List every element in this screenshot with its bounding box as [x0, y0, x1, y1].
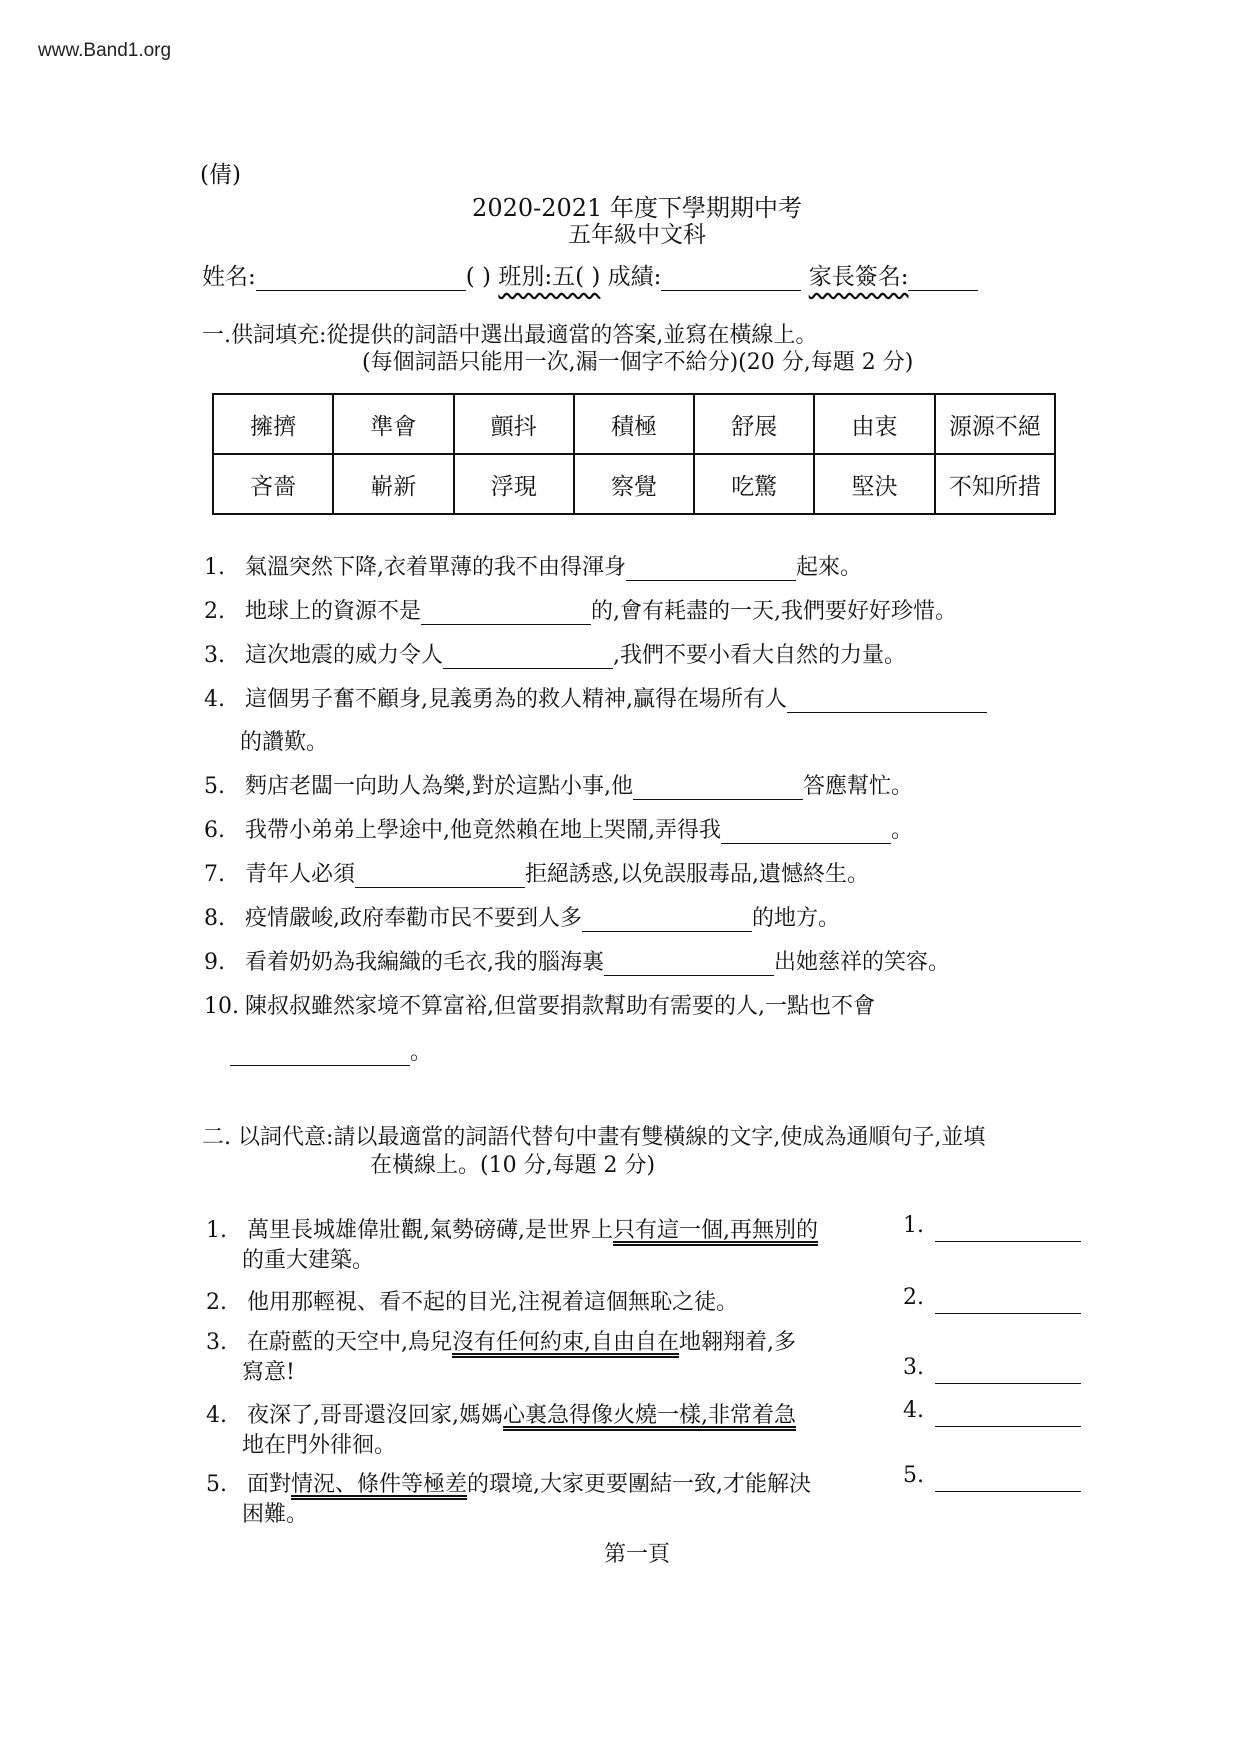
replace-question [206, 1325, 796, 1356]
answer-blank[interactable] [935, 1219, 1081, 1242]
double-underlined-text: 心裏急得像火燒一樣,非常着急 [503, 1403, 796, 1428]
answer-blank[interactable] [633, 777, 803, 800]
exam-title: 2020-2021 年度下學期期中考 [472, 194, 802, 222]
question-text: 疫情嚴峻,政府奉勸市民不要到人多 [245, 906, 582, 931]
answer-line [230, 1035, 432, 1066]
replace-question [206, 1285, 738, 1316]
fill-question [204, 813, 913, 844]
question-number: 3. [204, 643, 225, 668]
parent-signature-field[interactable] [908, 268, 978, 291]
question-text: 。 [410, 1040, 433, 1065]
answer-blank[interactable] [443, 646, 613, 669]
word-bank-cell: 不知所措 [935, 454, 1055, 514]
double-underlined-text: 沒有任何約束,自由自在 [452, 1330, 679, 1355]
section2-heading-cont: 在橫線上。(10 分,每題 2 分) [370, 1153, 656, 1178]
question-text: 地翱翔着,多 [679, 1330, 796, 1355]
answer-number: 5. [903, 1463, 924, 1488]
word-bank-cell: 積極 [574, 394, 694, 454]
question-number: 1. [204, 555, 225, 580]
question-text: 地在門外徘徊。 [242, 1433, 397, 1458]
class-label: 班別:五( ) [498, 264, 601, 290]
question-text: 的地方。 [752, 906, 841, 931]
word-bank-cell: 舒展 [694, 394, 814, 454]
answer-number: 1. [903, 1213, 924, 1238]
site-watermark: www.Band1.org [38, 40, 172, 61]
question-text: 我帶小弟弟上學途中,他竟然賴在地上哭鬧,弄得我 [245, 818, 721, 843]
question-text: 寫意! [242, 1360, 295, 1385]
replace-question [206, 1467, 811, 1498]
question-number: 5. [204, 774, 225, 799]
question-text: 在蔚藍的天空中,鳥兒 [247, 1330, 452, 1355]
word-bank-cell: 吃驚 [694, 454, 814, 514]
question-number: 10. [204, 994, 239, 1019]
question-text: 萬里長城雄偉壯觀,氣勢磅礡,是世界上 [247, 1218, 613, 1243]
parent-label: 家長簽名: [808, 264, 909, 290]
fill-question [204, 550, 862, 581]
answer-number: 2. [903, 1285, 924, 1310]
answer-blank[interactable] [421, 602, 591, 625]
score-label: 成績: [607, 264, 662, 290]
question-number: 4. [206, 1403, 227, 1428]
fill-question [204, 594, 957, 625]
question-text: 麪店老闆一向助人為樂,對於這點小事,他 [245, 774, 633, 799]
question-text: 的,會有耗盡的一天,我們要好好珍惜。 [591, 599, 958, 624]
question-number: 2. [204, 599, 225, 624]
answer-number: 4. [903, 1398, 924, 1423]
answer-blank[interactable] [230, 1043, 410, 1066]
question-text: 起來。 [796, 555, 863, 580]
word-bank-cell: 準會 [333, 394, 453, 454]
question-text: 氣溫突然下降,衣着單薄的我不由得渾身 [245, 555, 626, 580]
answer-blank[interactable] [604, 953, 774, 976]
exam-subtitle: 五年級中文科 [568, 222, 706, 248]
question-number: 4. [204, 687, 225, 712]
question-number: 1. [206, 1218, 227, 1243]
section2-heading: 二. 以詞代意:請以最適當的詞語代替句中畫有雙橫線的文字,使成為通順句子,並填 [202, 1125, 986, 1150]
word-bank-cell: 察覺 [574, 454, 694, 514]
fill-question [204, 638, 906, 669]
fill-question [204, 989, 875, 1020]
word-bank-row [213, 454, 1055, 514]
score-field[interactable] [661, 268, 801, 291]
question-number: 6. [204, 818, 225, 843]
question-text: 。 [891, 818, 914, 843]
question-text: 這個男子奮不顧身,見義勇為的救人精神,贏得在場所有人 [245, 687, 787, 712]
question-number: 2. [206, 1290, 227, 1315]
answer-blank[interactable] [935, 1404, 1081, 1427]
question-text: 看着奶奶為我編織的毛衣,我的腦海裏 [245, 950, 604, 975]
header-fields [202, 258, 978, 291]
fill-question [204, 901, 840, 932]
question-number: 7. [204, 862, 225, 887]
question-text: 困難。 [242, 1502, 309, 1527]
class-number-field[interactable]: ( ) [465, 264, 492, 290]
question-number: 9. [204, 950, 225, 975]
word-bank-cell: 顫抖 [454, 394, 574, 454]
word-bank-cell: 浮現 [454, 454, 574, 514]
question-number: 5. [206, 1472, 227, 1497]
question-text: 面對 [247, 1472, 292, 1497]
question-text: 拒絕誘惑,以免誤服毒品,遺憾終生。 [525, 862, 870, 887]
question-text: 出她慈祥的笑容。 [774, 950, 951, 975]
name-field[interactable] [256, 268, 466, 291]
fill-question [204, 682, 987, 713]
answer-blank[interactable] [582, 909, 752, 932]
double-underlined-text: 情況、條件等極差 [291, 1472, 468, 1497]
fill-question [204, 769, 913, 800]
answer-blank[interactable] [626, 558, 796, 581]
word-bank-row [213, 394, 1055, 454]
question-number: 8. [204, 906, 225, 931]
question-text: 夜深了,哥哥還沒回家,媽媽 [247, 1403, 503, 1428]
question-text: 青年人必須 [245, 862, 356, 887]
word-bank-cell: 吝嗇 [213, 454, 333, 514]
name-label: 姓名: [202, 264, 256, 290]
question-text: 的環境,大家更要團結一致,才能解決 [467, 1472, 812, 1497]
replace-question [206, 1213, 818, 1244]
replace-question [206, 1398, 796, 1429]
question-number: 3. [206, 1330, 227, 1355]
word-bank-cell: 嶄新 [333, 454, 453, 514]
section1-note: (每個詞語只能用一次,漏一個字不給分)(20 分,每題 2 分) [362, 350, 914, 375]
answer-blank[interactable] [935, 1361, 1081, 1384]
question-text: 陳叔叔雖然家境不算富裕,但當要捐款幫助有需要的人,一點也不會 [245, 994, 875, 1019]
word-bank-cell: 由衷 [814, 394, 934, 454]
school-mark: (倩) [200, 162, 241, 188]
fill-question [204, 945, 950, 976]
page-number: 第一頁 [603, 1542, 670, 1567]
section1-heading: 一.供詞填充:從提供的詞語中選出最適當的答案,並寫在橫線上。 [202, 323, 818, 348]
word-bank-cell: 源源不絕 [935, 394, 1055, 454]
double-underlined-text: 只有這一個,再無別的 [613, 1218, 818, 1243]
question-text: ,我們不要小看大自然的力量。 [613, 643, 907, 668]
question-text: 的重大建築。 [242, 1248, 375, 1273]
answer-blank[interactable] [355, 865, 525, 888]
fill-question [204, 857, 869, 888]
answer-number: 3. [903, 1355, 924, 1380]
word-bank-cell: 擁擠 [213, 394, 333, 454]
question-text: 地球上的資源不是 [245, 599, 422, 624]
question-text: 這次地震的威力令人 [245, 643, 444, 668]
word-bank-cell: 堅決 [814, 454, 934, 514]
word-bank-table [212, 393, 1056, 515]
question-text: 他用那輕視、看不起的目光,注視着這個無恥之徒。 [247, 1290, 738, 1315]
question-text: 答應幫忙。 [803, 774, 914, 799]
answer-blank[interactable] [721, 821, 891, 844]
answer-blank[interactable] [935, 1469, 1081, 1492]
question-text: 的讚歎。 [240, 730, 329, 755]
answer-blank[interactable] [935, 1291, 1081, 1314]
answer-blank[interactable] [787, 690, 987, 713]
